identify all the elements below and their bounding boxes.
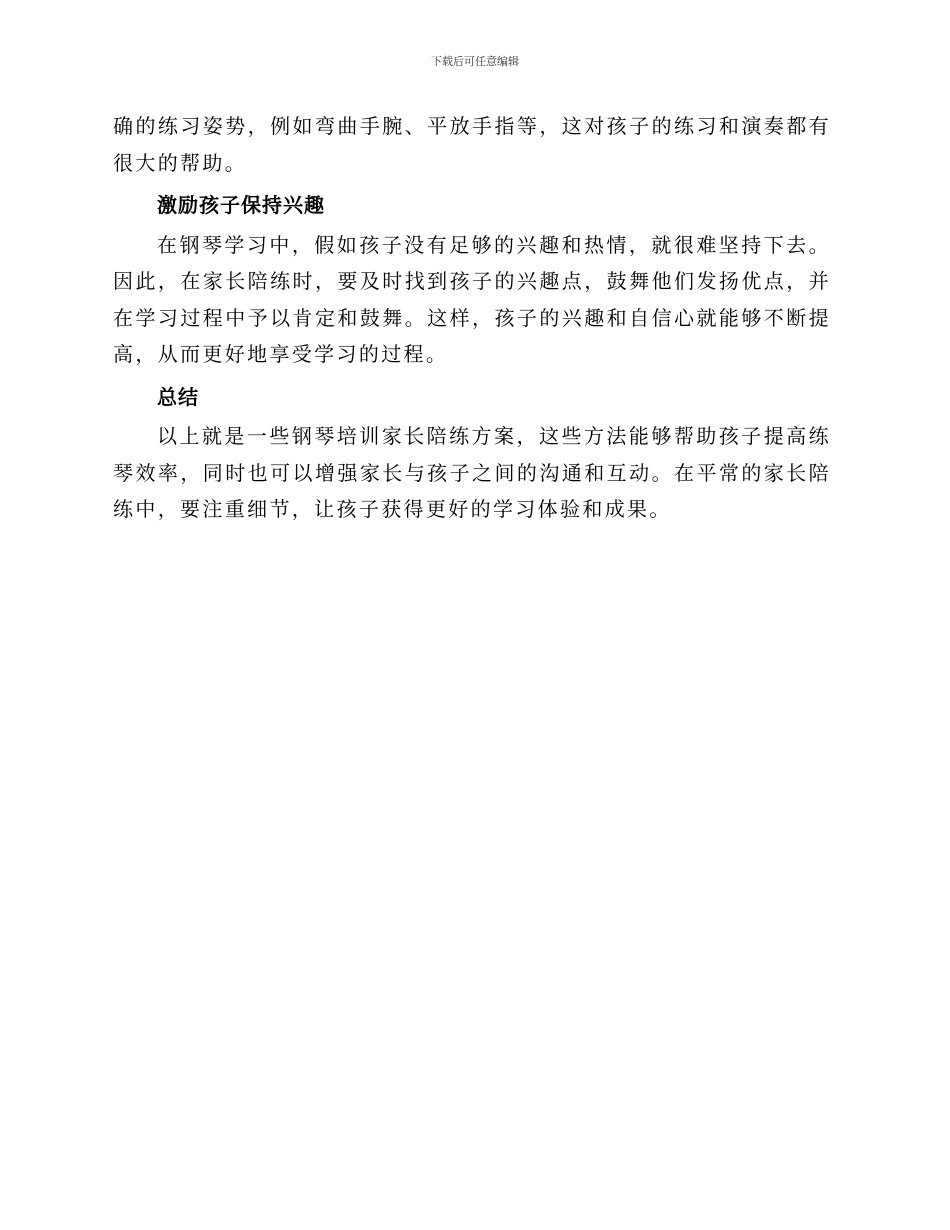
section-heading-interest: 激励孩子保持兴趣: [157, 193, 325, 217]
paragraph-posture-continued: 确的练习姿势，例如弯曲手腕、平放手指等，这对孩子的练习和演奏都有很大的帮助。: [113, 114, 831, 175]
section-heading-summary: 总结: [157, 384, 199, 409]
paragraph-summary: 以上就是一些钢琴培训家长陪练方案，这些方法能够帮助孩子提高练琴效率，同时也可以增强家长与孩子之间的沟通和互动。在平常的家长陪练中，要注重细节，让孩子获得更好的学习体验和成果。: [113, 424, 831, 521]
document-body: [113, 108, 831, 528]
paragraph-interest: 在钢琴学习中，假如孩子没有足够的兴趣和热情，就很难坚持下去。因此，在家长陪练时，要及时找到孩子的兴趣点，鼓舞他们发扬优点，并在学习过程中予以肯定和鼓舞。这样，孩子的兴趣和自信心就能够不断提高，从而更好地享受学习的过程。: [113, 232, 831, 366]
page-header: 下载后可任意编辑: [431, 55, 519, 68]
